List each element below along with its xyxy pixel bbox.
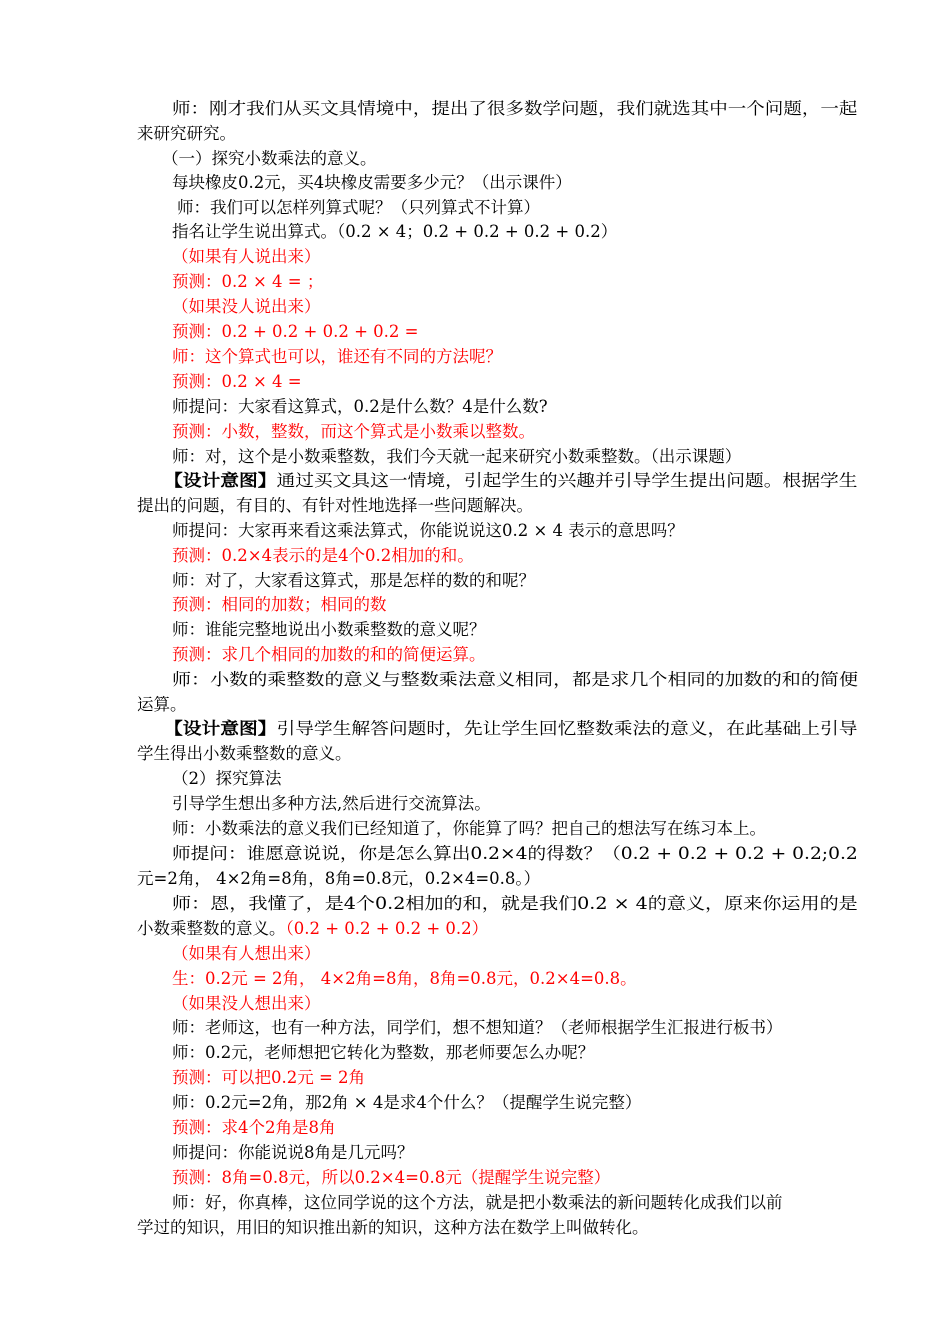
text-line [172, 172, 572, 194]
text-line [172, 371, 302, 393]
text-line [172, 1167, 610, 1189]
text-line [172, 570, 535, 592]
text-line [172, 271, 323, 293]
line-text: 提出的问题，有目的、有针对性地选择一些问题解决。 [137, 496, 533, 515]
text-line [172, 818, 766, 840]
line-text: 师提问：大家再来看这乘法算式，你能说说这0.2 × 4 表示的意思吗？ [172, 521, 684, 540]
line-text: 师：对了，大家看这算式，那是怎样的数的和呢？ [172, 571, 535, 590]
text-line [137, 123, 236, 145]
line-text: （如果没人说出来） [172, 297, 321, 316]
text-line [172, 594, 387, 616]
text-line [172, 1192, 783, 1214]
design-intent-label: 【设计意图】 [164, 719, 277, 738]
line-text: 元=2角， 4×2角=8角，8角=0.8元，0.2×4=0.8。） [137, 869, 541, 888]
text-line [172, 993, 321, 1015]
text-line [137, 918, 488, 940]
line-text: 师提问：谁愿意说说，你是怎么算出0.2×4的得数？（0.2 + 0.2 + 0.2 + 0.2;0.2 [172, 844, 858, 863]
line-text: 引导学生想出多种方法,然后进行交流算法。 [172, 794, 491, 813]
line-text: 预测：相同的加数；相同的数 [172, 595, 387, 614]
text-line [172, 893, 858, 915]
line-text: 小数乘整数的意义。 [137, 919, 286, 938]
line-text: 师：这个算式也可以，谁还有不同的方法呢？ [172, 347, 502, 366]
line-text: 师：好，你真棒，这位同学说的这个方法，就是把小数乘法的新问题转化成我们以前 [172, 1193, 783, 1212]
text-line [172, 768, 282, 790]
text-line [172, 221, 617, 243]
line-text: 生：0.2元 = 2角， 4×2角=8角，8角=0.8元，0.2×4=0.8。 [172, 969, 637, 988]
design-intent-label: 【设计意图】 [164, 471, 277, 490]
text-line [172, 98, 857, 120]
text-line [172, 1017, 783, 1039]
text-line [164, 470, 857, 492]
line-text: 来研究研究。 [137, 124, 236, 143]
line-text: 指名让学生说出算式。（0.2 × 4；0.2 + 0.2 + 0.2 + 0.2） [172, 222, 618, 241]
text-line [172, 1117, 336, 1139]
text-line [172, 669, 858, 691]
text-line [137, 495, 533, 517]
line-text: 预测：0.2 × 4 = [172, 372, 302, 391]
text-line [177, 197, 540, 219]
line-text: 学过的知识，用旧的知识推出新的知识，这种方法在数学上叫做转化。 [137, 1218, 649, 1237]
line-text: 预测：0.2 × 4 = ； [172, 272, 324, 291]
text-line [172, 296, 321, 318]
line-text: （如果有人说出来） [172, 247, 321, 266]
text-line [172, 346, 502, 368]
text-line [172, 1067, 365, 1089]
text-line [172, 1092, 641, 1114]
line-text: （如果没人想出来） [172, 994, 321, 1013]
line-text: 预测：求4个2角是8角 [172, 1118, 336, 1137]
line-text: 师：恩，我懂了，是4个0.2相加的和，就是我们0.2 × 4的意义，原来你运用的是 [172, 894, 858, 913]
text-line [164, 718, 857, 740]
line-text: 师：小数乘法的意义我们已经知道了，你能算了吗？把自己的想法写在练习本上。 [172, 819, 766, 838]
line-text: 预测：求几个相同的加数的和的简便运算。 [172, 645, 486, 664]
line-text: 预测：0.2 + 0.2 + 0.2 + 0.2 = [172, 322, 419, 341]
text-line [172, 520, 684, 542]
text-line [162, 148, 377, 170]
line-text: 学生得出小数乘整数的意义。 [137, 744, 352, 763]
line-text: 师：刚才我们从买文具情境中，提出了很多数学问题，我们就选其中一个问题，一起 [172, 99, 858, 118]
line-text: 师：我们可以怎样列算式呢？（只列算式不计算） [177, 198, 540, 217]
text-line [137, 694, 187, 716]
line-text-highlight: （0.2 + 0.2 + 0.2 + 0.2） [285, 919, 489, 938]
line-text: 预测：小数，整数，而这个算式是小数乘以整数。 [172, 422, 535, 441]
text-line [137, 868, 540, 890]
text-line [172, 321, 418, 343]
line-text: （一）探究小数乘法的意义。 [162, 149, 377, 168]
text-line [172, 1042, 594, 1064]
line-text: 师提问：大家看这算式，0.2是什么数？4是什么数? [172, 397, 548, 416]
line-text: 师提问：你能说说8角是几元吗？ [172, 1143, 414, 1162]
text-line [137, 1217, 649, 1239]
text-line [172, 943, 321, 965]
line-text: 师：0.2元，老师想把它转化为整数，那老师要怎么办呢？ [172, 1043, 595, 1062]
text-line [172, 793, 491, 815]
line-text: 预测：0.2×4表示的是4个0.2相加的和。 [172, 546, 474, 565]
line-text: 师：小数的乘整数的意义与整数乘法意义相同，都是求几个相同的加数的和的简便 [172, 670, 858, 689]
text-line [172, 421, 535, 443]
line-text: 师：对，这个是小数乘整数，我们今天就一起来研究小数乘整数。（出示课题） [172, 447, 742, 466]
line-text: 每块橡皮0.2元，买4块橡皮需要多少元？（出示课件） [172, 173, 572, 192]
line-text: （如果有人想出来） [172, 944, 321, 963]
line-text: 师：老师这，也有一种方法，同学们，想不想知道？（老师根据学生汇报进行板书） [172, 1018, 783, 1037]
text-line [172, 1142, 414, 1164]
text-line [172, 396, 548, 418]
text-line [172, 246, 321, 268]
text-line [172, 968, 637, 990]
text-line [137, 743, 352, 765]
text-line [172, 619, 486, 641]
text-line [172, 644, 486, 666]
line-text: 预测：可以把0.2元 = 2角 [172, 1068, 366, 1087]
text-line [172, 843, 858, 865]
line-text: （2）探究算法 [172, 769, 282, 788]
line-text: 通过买文具这一情境，引起学生的兴趣并引导学生提出问题。根据学生 [276, 471, 858, 490]
line-text: 师：谁能完整地说出小数乘整数的意义呢？ [172, 620, 486, 639]
text-line [172, 446, 741, 468]
text-line [172, 545, 474, 567]
line-text: 引导学生解答问题时，先让学生回忆整数乘法的意义，在此基础上引导 [276, 719, 858, 738]
line-text: 师：0.2元=2角，那2角 × 4是求4个什么？（提醒学生说完整） [172, 1093, 642, 1112]
line-text: 运算。 [137, 695, 187, 714]
line-text: 预测：8角=0.8元，所以0.2×4=0.8元（提醒学生说完整） [172, 1168, 611, 1187]
